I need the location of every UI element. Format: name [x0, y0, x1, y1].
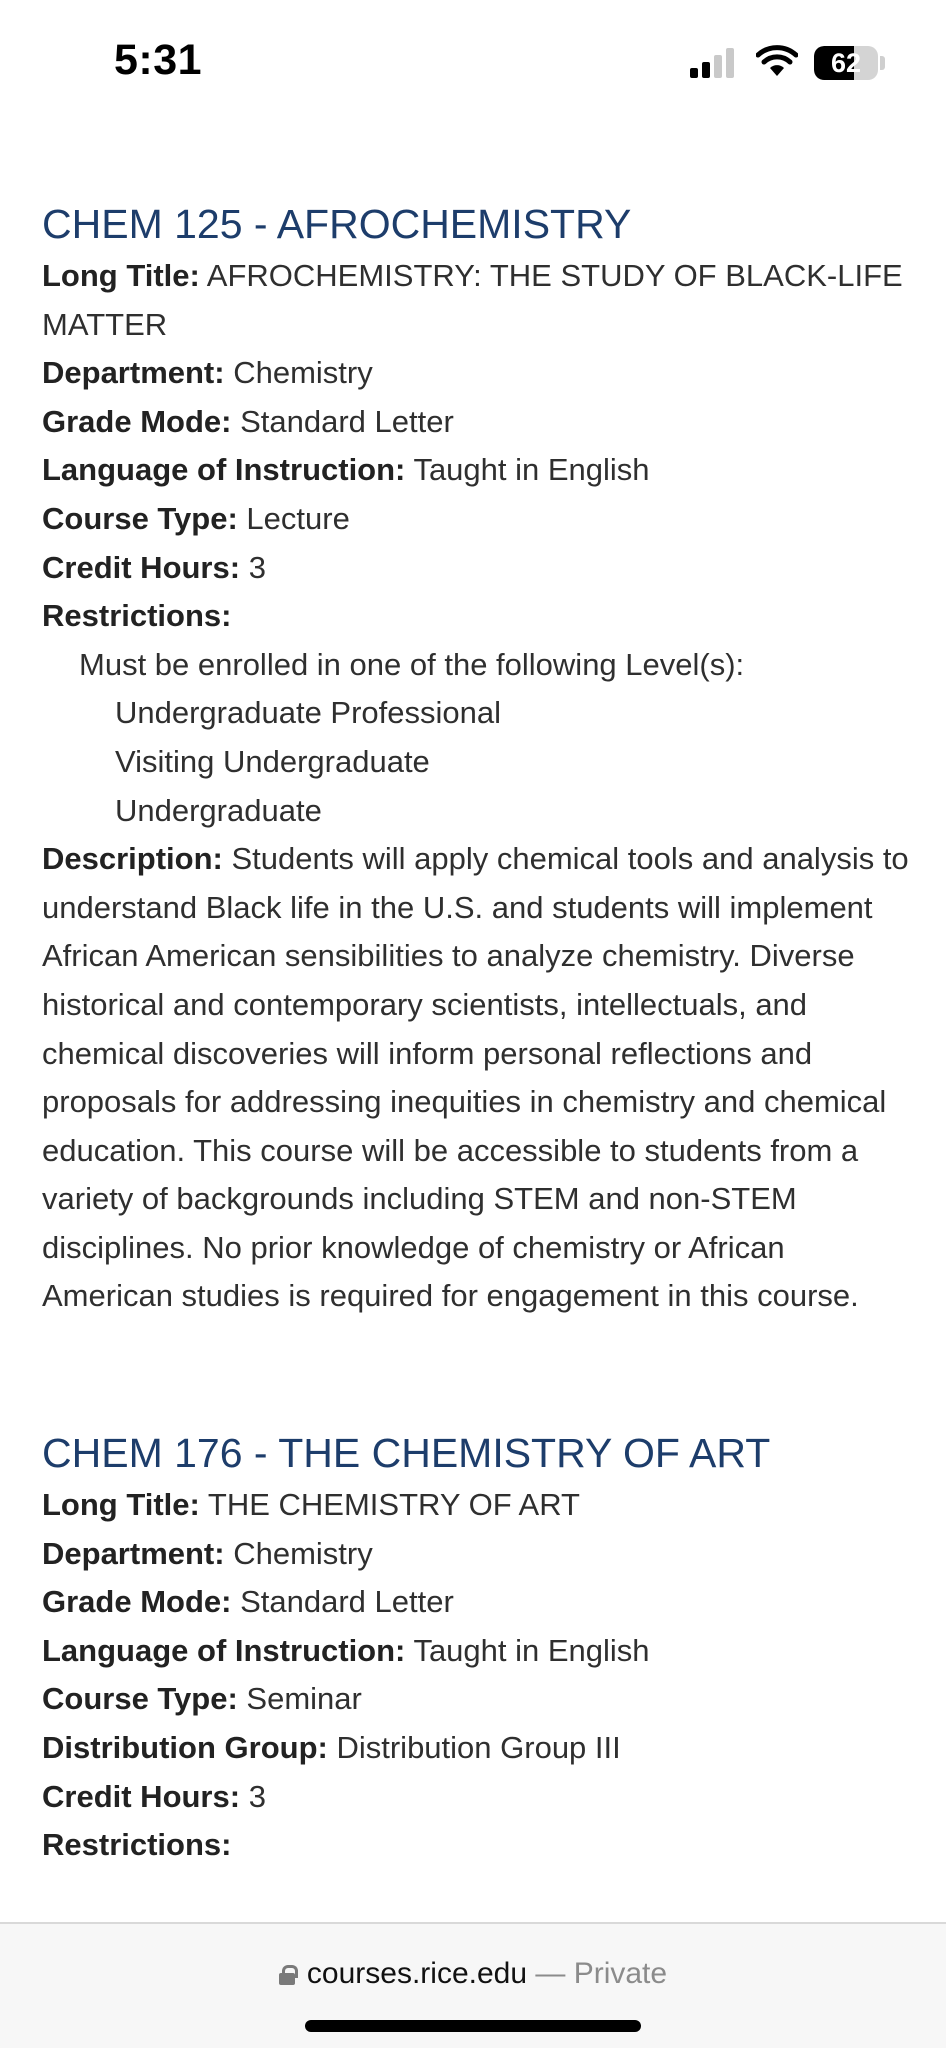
department-row	[42, 1530, 912, 1579]
grade-mode-row	[42, 1578, 912, 1627]
course-title[interactable]: CHEM 176 - THE CHEMISTRY OF ART	[42, 1430, 771, 1477]
language-row	[42, 446, 912, 495]
lock-icon	[279, 1965, 295, 1985]
description-value: Students will apply chemical tools and analysis to understand Black life in the U.S. and students will implement African American sensibilities to analyze chemistry. Diverse historical and contemporary scientists, intellectuals, and chemical discoveries will inform personal reflections and proposals for addressing inequities in chemistry and chemical education. This course will be accessible to students from a variety of backgrounds including STEM and non-STEM disciplines. No prior knowledge of chemistry or African American studies is required for engagement in this course.	[42, 841, 909, 1314]
grade-mode-value: Standard Letter	[240, 403, 454, 439]
url-text: courses.rice.edu	[306, 1957, 528, 1990]
long-title-row	[42, 1481, 912, 1530]
restriction-level: Undergraduate Professional	[115, 695, 502, 731]
course-type-row	[42, 495, 912, 544]
home-indicator[interactable]	[305, 2020, 641, 2032]
status-time: 5:31	[114, 36, 203, 84]
battery-level: 62	[830, 48, 862, 78]
restrictions-label: Restrictions:	[42, 598, 232, 634]
grade-mode-label: Grade Mode:	[42, 1584, 232, 1620]
long-title-row	[42, 252, 912, 349]
restrictions-intro: Must be enrolled in one of the following Level(s):	[79, 646, 745, 682]
grade-mode-label: Grade Mode:	[42, 403, 232, 439]
restriction-level: Visiting Undergraduate	[115, 743, 430, 779]
language-value: Taught in English	[413, 1632, 650, 1668]
credit-hours-value: 3	[248, 549, 266, 585]
description-label: Description:	[42, 841, 223, 877]
cellular-signal-icon	[690, 48, 736, 78]
course-list	[42, 196, 912, 1974]
course-chem-176	[42, 1425, 912, 1870]
long-title-value: AFROCHEMISTRY: THE STUDY OF BLACK-LIFE MATTER	[42, 258, 903, 342]
battery-tip	[880, 56, 885, 70]
battery-icon	[814, 46, 878, 80]
department-value: Chemistry	[233, 1535, 373, 1571]
distribution-value: Distribution Group III	[336, 1730, 621, 1766]
course-chem-125	[42, 196, 912, 1321]
course-type-label: Course Type:	[42, 1681, 238, 1717]
status-bar	[0, 0, 946, 130]
course-type-row	[42, 1675, 912, 1724]
department-value: Chemistry	[233, 355, 373, 391]
long-title-value: THE CHEMISTRY OF ART	[207, 1487, 580, 1523]
credit-hours-value: 3	[248, 1778, 266, 1814]
address-bar[interactable]	[0, 1954, 946, 1994]
long-title-label: Long Title:	[42, 258, 200, 293]
course-type-value: Seminar	[246, 1681, 362, 1717]
grade-mode-value: Standard Letter	[240, 1584, 454, 1620]
language-row	[42, 1627, 912, 1676]
wifi-icon	[756, 44, 798, 78]
credit-hours-label: Credit Hours:	[42, 1778, 241, 1814]
department-label: Department:	[42, 355, 225, 391]
course-type-value: Lecture	[246, 500, 350, 536]
department-label: Department:	[42, 1535, 225, 1571]
restriction-level: Undergraduate	[115, 792, 322, 828]
language-value: Taught in English	[413, 452, 650, 488]
language-label: Language of Instruction:	[42, 452, 406, 488]
credit-hours-row	[42, 544, 912, 593]
distribution-label: Distribution Group:	[42, 1730, 328, 1766]
restrictions-label: Restrictions:	[42, 1827, 232, 1863]
department-row	[42, 349, 912, 398]
description-row	[42, 835, 912, 1321]
private-indicator: — Private	[535, 1957, 668, 1990]
course-title[interactable]: CHEM 125 - AFROCHEMISTRY	[42, 201, 632, 247]
credit-hours-label: Credit Hours:	[42, 549, 241, 585]
language-label: Language of Instruction:	[42, 1632, 406, 1668]
distribution-row	[42, 1724, 912, 1773]
course-type-label: Course Type:	[42, 500, 238, 536]
browser-bottom-bar	[0, 1922, 946, 2048]
restrictions-row	[42, 592, 912, 641]
grade-mode-row	[42, 398, 912, 447]
long-title-label: Long Title:	[42, 1487, 200, 1523]
credit-hours-row	[42, 1773, 912, 1822]
restrictions-row	[42, 1821, 912, 1870]
